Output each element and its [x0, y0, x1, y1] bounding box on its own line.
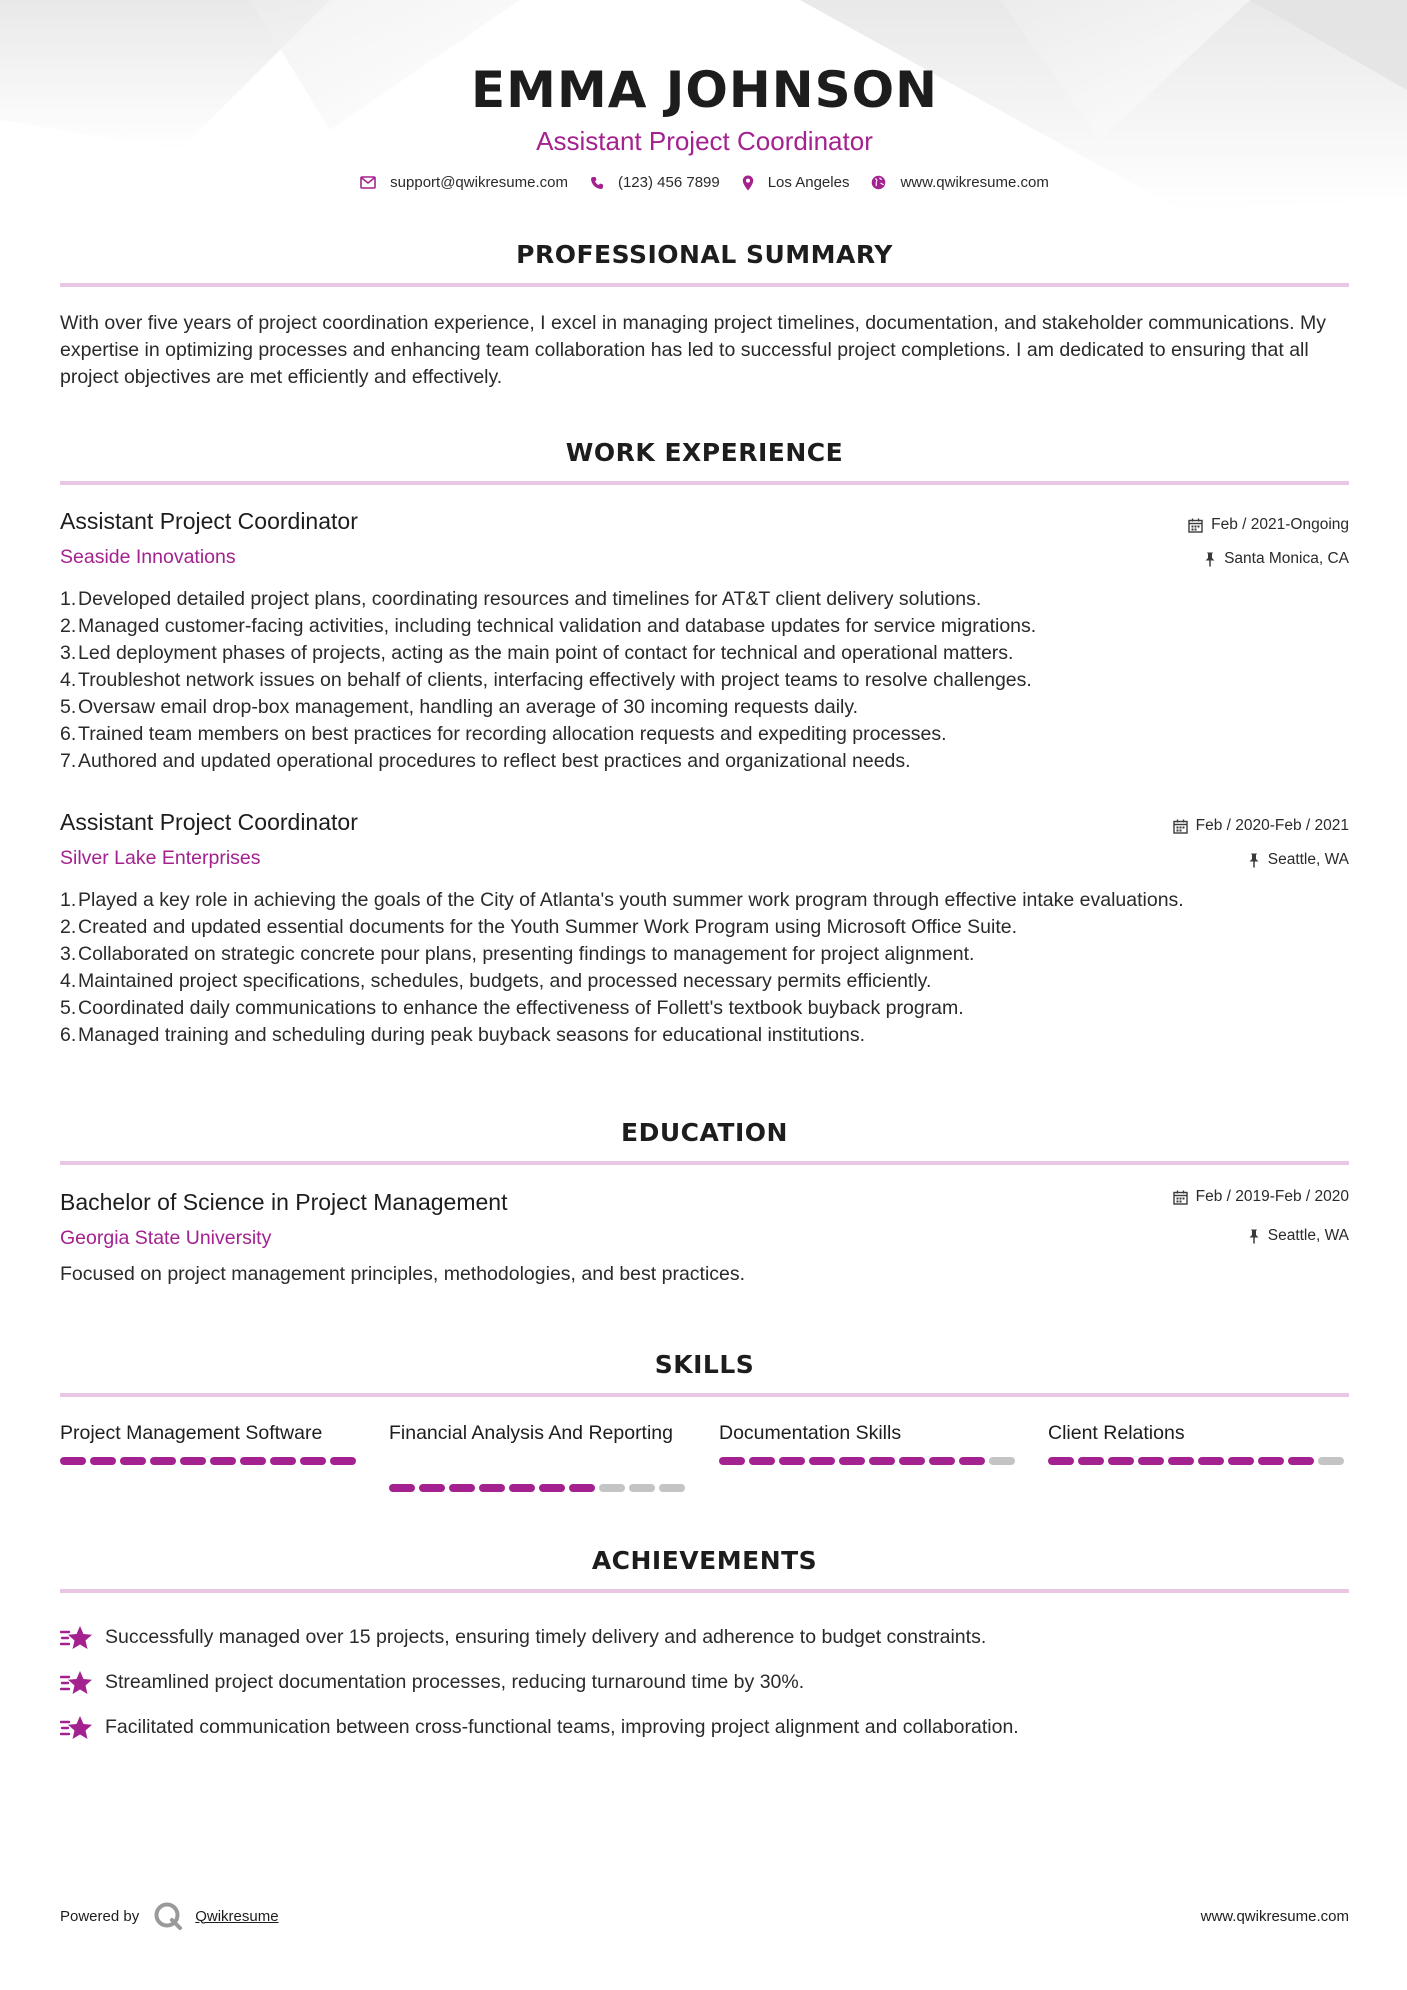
skill-level-segment	[1138, 1457, 1164, 1465]
footer	[60, 1898, 1349, 1934]
skill-level-segment	[1108, 1457, 1134, 1465]
achievements-list	[60, 1615, 1349, 1750]
education-date-text: Feb / 2019-Feb / 2020	[1195, 1188, 1349, 1205]
job-company: Silver Lake Enterprises	[60, 847, 261, 869]
list-item: 3. Collaborated on strategic concrete pour plans, presenting findings to management for project alignment.	[60, 943, 975, 965]
contact-bar	[60, 174, 1349, 191]
skill-level-segment	[959, 1457, 985, 1465]
list-item	[60, 1660, 1349, 1705]
contact-website-text: www.qwikresume.com	[900, 174, 1049, 191]
powered-by-label: Powered by	[60, 1907, 140, 1925]
calendar-icon	[1173, 819, 1188, 834]
list-item: 1. Developed detailed project plans, coordinating resources and timelines for AT&T client delivery solutions.	[60, 588, 982, 610]
star-icon	[60, 1625, 93, 1651]
skill-level-segment	[449, 1484, 475, 1492]
skill-level-segment	[509, 1484, 535, 1492]
skill-level-segment	[90, 1457, 116, 1465]
skill-level-segment	[60, 1457, 86, 1465]
skill-level-segment	[1258, 1457, 1284, 1465]
skill-level-segment	[419, 1484, 445, 1492]
list-item: 6. Trained team members on best practices for recording allocation requests and expediting processes.	[60, 723, 947, 745]
skill-level-bar	[60, 1457, 360, 1465]
skill-level-segment	[869, 1457, 895, 1465]
skill-level-segment	[300, 1457, 326, 1465]
skill-level-segment	[1228, 1457, 1254, 1465]
candidate-job-title: Assistant Project Coordinator	[536, 126, 873, 156]
qwikresume-link[interactable]: Qwikresume	[195, 1907, 279, 1925]
list-item: 7. Authored and updated operational procedures to reflect best practices and organizational needs.	[60, 750, 911, 772]
job-responsibilities	[60, 887, 1349, 1049]
skill-level-segment	[779, 1457, 805, 1465]
skill-level-segment	[749, 1457, 775, 1465]
resume-page	[60, 0, 1349, 1990]
skill-level-segment	[270, 1457, 296, 1465]
contact-location-text: Los Angeles	[767, 174, 850, 191]
job-date	[1173, 817, 1349, 835]
achievements-section-title: ACHIEVEMENTS	[591, 1546, 818, 1575]
pushpin-icon	[1204, 552, 1216, 567]
list-item	[60, 1615, 1349, 1660]
job-location-text: Seattle, WA	[1267, 851, 1349, 868]
skill-level-segment	[210, 1457, 236, 1465]
skills-section-title: SKILLS	[654, 1350, 755, 1379]
skill-level-segment	[1288, 1457, 1314, 1465]
skill-level-segment	[479, 1484, 505, 1492]
list-item: 3. Led deployment phases of projects, acting as the main point of contact for technical and operational matters.	[60, 642, 1014, 664]
calendar-icon	[1188, 518, 1203, 533]
achievement-text: Streamlined project documentation processes, reducing turnaround time by 30%.	[105, 1671, 805, 1693]
candidate-name: EMMA JOHNSON	[471, 61, 938, 119]
skill-level-bar	[1048, 1457, 1348, 1465]
pushpin-icon	[1248, 853, 1260, 868]
job-date-text: Feb / 2020-Feb / 2021	[1195, 817, 1349, 834]
education-section-title: EDUCATION	[621, 1118, 788, 1147]
summary-text: With over five years of project coordination experience, I excel in managing project timelines, documentation, and stakeholder communications. My expertise in optimizing processes and enhancing team collaboration has led to successful project completions. I am dedicated to ensuring that all project objectives are met efficiently and effectively.	[60, 312, 1326, 388]
skill-level-segment	[899, 1457, 925, 1465]
envelope-icon	[360, 176, 376, 189]
list-item: 2. Created and updated essential documents for the Youth Summer Work Program using Microsoft Office Suite.	[60, 916, 1018, 938]
achievement-text: Facilitated communication between cross-functional teams, improving project alignment and collaboration.	[105, 1716, 1019, 1738]
skill-level-segment	[569, 1484, 595, 1492]
experience-section-title: WORK EXPERIENCE	[565, 438, 844, 467]
skill-level-segment	[1048, 1457, 1074, 1465]
education-location	[1248, 1227, 1349, 1245]
skill-level-segment	[719, 1457, 745, 1465]
skill-level-segment	[659, 1484, 685, 1492]
list-item: 4. Troubleshot network issues on behalf of clients, interfacing effectively with project teams to resolve challenges.	[60, 669, 1032, 691]
education-divider	[60, 1161, 1349, 1165]
list-item: 1. Played a key role in achieving the goals of the City of Atlanta's youth summer work program through effective intake evaluations.	[60, 889, 1184, 911]
skill-level-segment	[809, 1457, 835, 1465]
achievement-text: Successfully managed over 15 projects, ensuring timely delivery and adherence to budget constraints.	[105, 1626, 987, 1648]
achievements-divider	[60, 1589, 1349, 1593]
education-date	[1173, 1188, 1349, 1206]
contact-phone-text: (123) 456 7899	[617, 174, 720, 191]
calendar-icon	[1173, 1190, 1188, 1205]
skill-name: Documentation Skills	[719, 1422, 902, 1444]
job-date	[1188, 516, 1349, 534]
list-item	[60, 1705, 1349, 1750]
contact-location	[742, 174, 850, 191]
skill-level-segment	[1198, 1457, 1224, 1465]
contact-website[interactable]	[871, 174, 1048, 191]
skill-item	[1048, 1420, 1348, 1465]
skill-level-bar	[389, 1484, 689, 1492]
summary-divider	[60, 283, 1349, 287]
skills-grid	[60, 1420, 1349, 1500]
skill-level-bar	[719, 1457, 1019, 1465]
phone-icon	[590, 176, 604, 190]
education-school: Georgia State University	[60, 1227, 272, 1249]
list-item: 5. Coordinated daily communications to enhance the effectiveness of Follett's textbook buyback program.	[60, 997, 964, 1019]
footer-branding	[60, 1901, 279, 1931]
map-pin-icon	[742, 175, 754, 191]
skill-item	[389, 1420, 689, 1492]
skill-level-segment	[929, 1457, 955, 1465]
pushpin-icon	[1248, 1229, 1260, 1244]
skill-level-segment	[599, 1484, 625, 1492]
list-item: 6. Managed training and scheduling during peak buyback seasons for educational institutions.	[60, 1024, 866, 1046]
skill-level-segment	[1168, 1457, 1194, 1465]
skill-level-segment	[180, 1457, 206, 1465]
job-date-text: Feb / 2021-Ongoing	[1211, 516, 1349, 533]
contact-email-text: support@qwikresume.com	[390, 174, 568, 191]
list-item: 2. Managed customer-facing activities, including technical validation and database updates for service migrations.	[60, 615, 1037, 637]
skill-level-segment	[989, 1457, 1015, 1465]
skill-level-segment	[240, 1457, 266, 1465]
list-item: 4. Maintained project specifications, schedules, budgets, and processed necessary permits efficiently.	[60, 970, 932, 992]
skill-level-segment	[539, 1484, 565, 1492]
skill-item	[60, 1420, 360, 1465]
skill-level-segment	[389, 1484, 415, 1492]
skill-level-segment	[1078, 1457, 1104, 1465]
job-title: Assistant Project Coordinator	[60, 809, 358, 835]
skill-name: Client Relations	[1048, 1422, 1185, 1444]
star-icon	[60, 1670, 93, 1696]
skill-name: Project Management Software	[60, 1422, 323, 1444]
job-company: Seaside Innovations	[60, 546, 236, 568]
skill-name: Financial Analysis And Reporting	[389, 1422, 673, 1444]
skill-level-segment	[1318, 1457, 1344, 1465]
experience-divider	[60, 481, 1349, 485]
footer-website-link[interactable]: www.qwikresume.com	[1200, 1907, 1349, 1925]
summary-section-title: PROFESSIONAL SUMMARY	[516, 240, 893, 269]
education-description: Focused on project management principles, methodologies, and best practices.	[60, 1263, 746, 1285]
star-icon	[60, 1715, 93, 1741]
education-degree: Bachelor of Science in Project Management	[60, 1189, 508, 1215]
globe-icon	[871, 175, 886, 190]
job-location-text: Santa Monica, CA	[1224, 550, 1349, 567]
list-item: 5. Oversaw email drop-box management, handling an average of 30 incoming requests daily.	[60, 696, 859, 718]
skill-level-segment	[629, 1484, 655, 1492]
skill-level-segment	[150, 1457, 176, 1465]
skill-level-segment	[330, 1457, 356, 1465]
skills-divider	[60, 1393, 1349, 1397]
qwikresume-logo-icon[interactable]	[153, 1901, 183, 1931]
skill-level-segment	[839, 1457, 865, 1465]
job-title: Assistant Project Coordinator	[60, 508, 358, 534]
contact-phone[interactable]	[590, 174, 720, 191]
education-location-text: Seattle, WA	[1267, 1227, 1349, 1244]
contact-email[interactable]	[360, 174, 568, 191]
job-responsibilities	[60, 586, 1349, 775]
skill-item	[719, 1420, 1019, 1465]
job-location	[1248, 851, 1349, 869]
resume-header	[60, 58, 1349, 191]
skill-level-segment	[120, 1457, 146, 1465]
job-location	[1204, 550, 1349, 568]
